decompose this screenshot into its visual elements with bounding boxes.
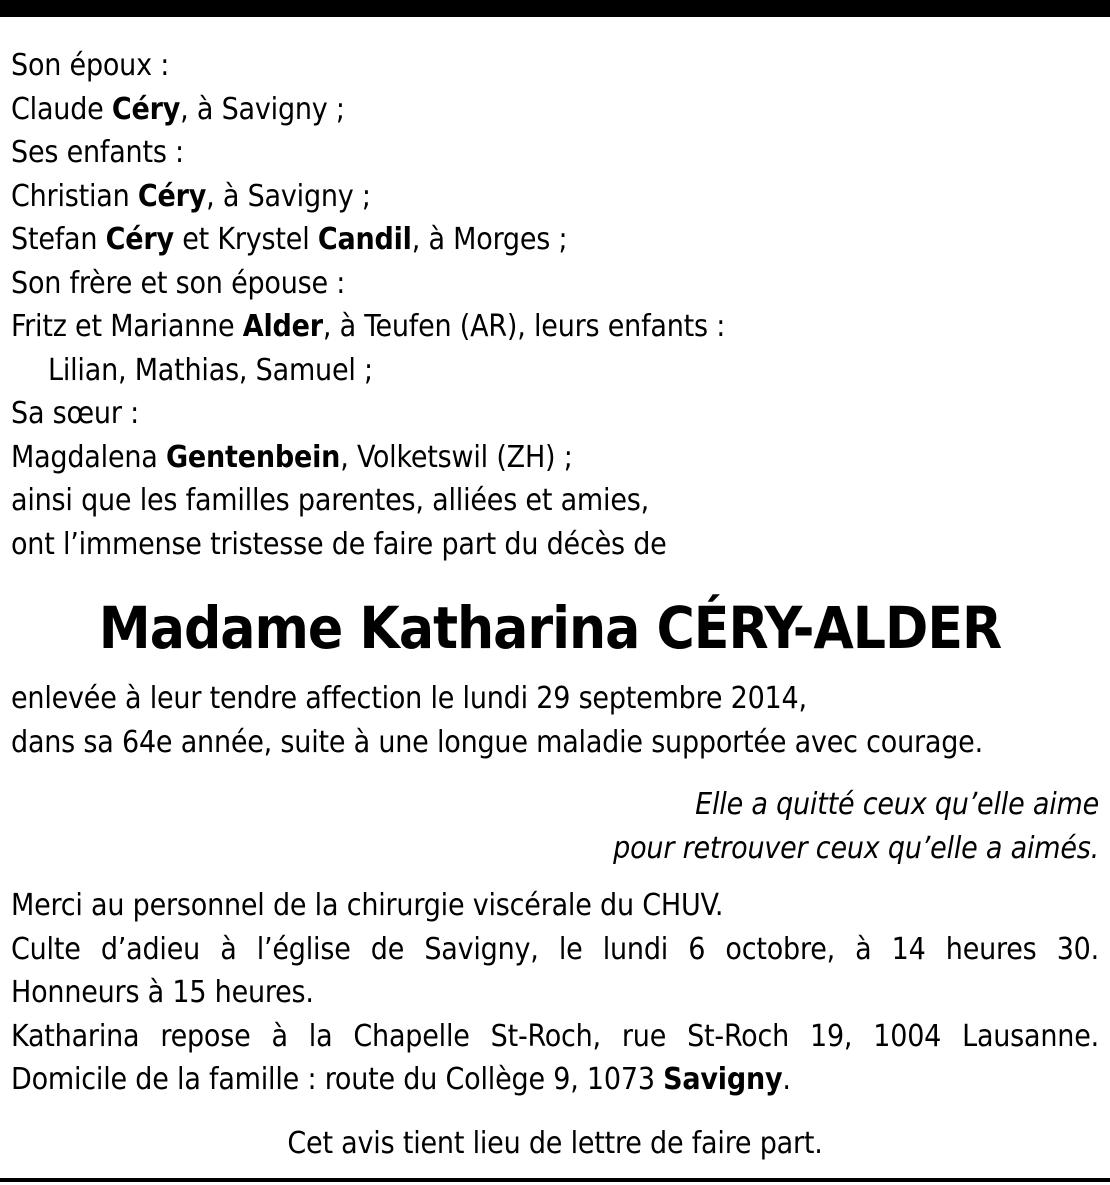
top-rule: [0, 0, 1110, 17]
partner-surname: Candil: [317, 222, 412, 257]
thanks-line: Merci au personnel de la chirurgie viscérale du CHUV.: [11, 888, 724, 923]
death-line: dans sa 64e année, suite à une longue maladie supportée avec courage.: [11, 724, 983, 760]
rests-line: Katharina repose à la Chapelle St-Roch, rue St-Roch 19, 1004 Lausanne.: [11, 1018, 1099, 1054]
spouse-line: Claude Céry, à Savigny ;: [11, 91, 345, 127]
brother-surname: Alder: [242, 309, 323, 344]
child-line: Christian Céry, à Savigny ;: [11, 178, 371, 214]
quote: [11, 783, 1099, 870]
obituary-notice: [11, 44, 1099, 1165]
families-line: ainsi que les familles parentes, alliées et amies,: [11, 483, 649, 518]
closing-line: Cet avis tient lieu de lettre de faire part.: [287, 1125, 823, 1161]
bottom-rule: [0, 1178, 1110, 1182]
spouse-surname: Céry: [111, 91, 181, 127]
ceremony-line: Culte d’adieu à l’église de Savigny, le lundi 6 octobre, à 14 heures 30.: [11, 931, 1099, 967]
child-surname: Céry: [105, 222, 174, 257]
children-heading: Ses enfants :: [11, 135, 184, 170]
child-line: Stefan Céry et Krystel Candil, à Morges ;: [11, 222, 568, 257]
spouse-heading: Son époux :: [11, 48, 170, 83]
home-line: Domicile de la famille : route du Collège 9, 1073 Savigny.: [11, 1062, 791, 1097]
deceased-name: Madame Katharina CÉRY-ALDER: [98, 594, 1002, 662]
quote-line: pour retrouver ceux qu’elle a aimés.: [613, 830, 1099, 866]
sister-line: Magdalena Gentenbein, Volketswil (ZH) ;: [11, 439, 573, 475]
announce-line: ont l’immense tristesse de faire part du décès de: [11, 526, 667, 562]
honours-line: Honneurs à 15 heures.: [11, 975, 314, 1010]
nephews-line: Lilian, Mathias, Samuel ;: [48, 352, 373, 388]
sister-surname: Gentenbein: [165, 439, 341, 475]
death-line: enlevée à leur tendre affection le lundi 29 septembre 2014,: [11, 681, 807, 716]
sister-heading: Sa sœur :: [11, 396, 139, 431]
spacer: [11, 870, 1099, 884]
home-town: Savigny: [663, 1062, 783, 1097]
quote-line: Elle a quitté ceux qu’elle aime: [695, 787, 1099, 822]
brother-line: Fritz et Marianne Alder, à Teufen (AR), leurs enfants :: [11, 309, 726, 344]
brother-heading: Son frère et son épouse :: [11, 265, 346, 301]
child-surname: Céry: [137, 178, 207, 214]
